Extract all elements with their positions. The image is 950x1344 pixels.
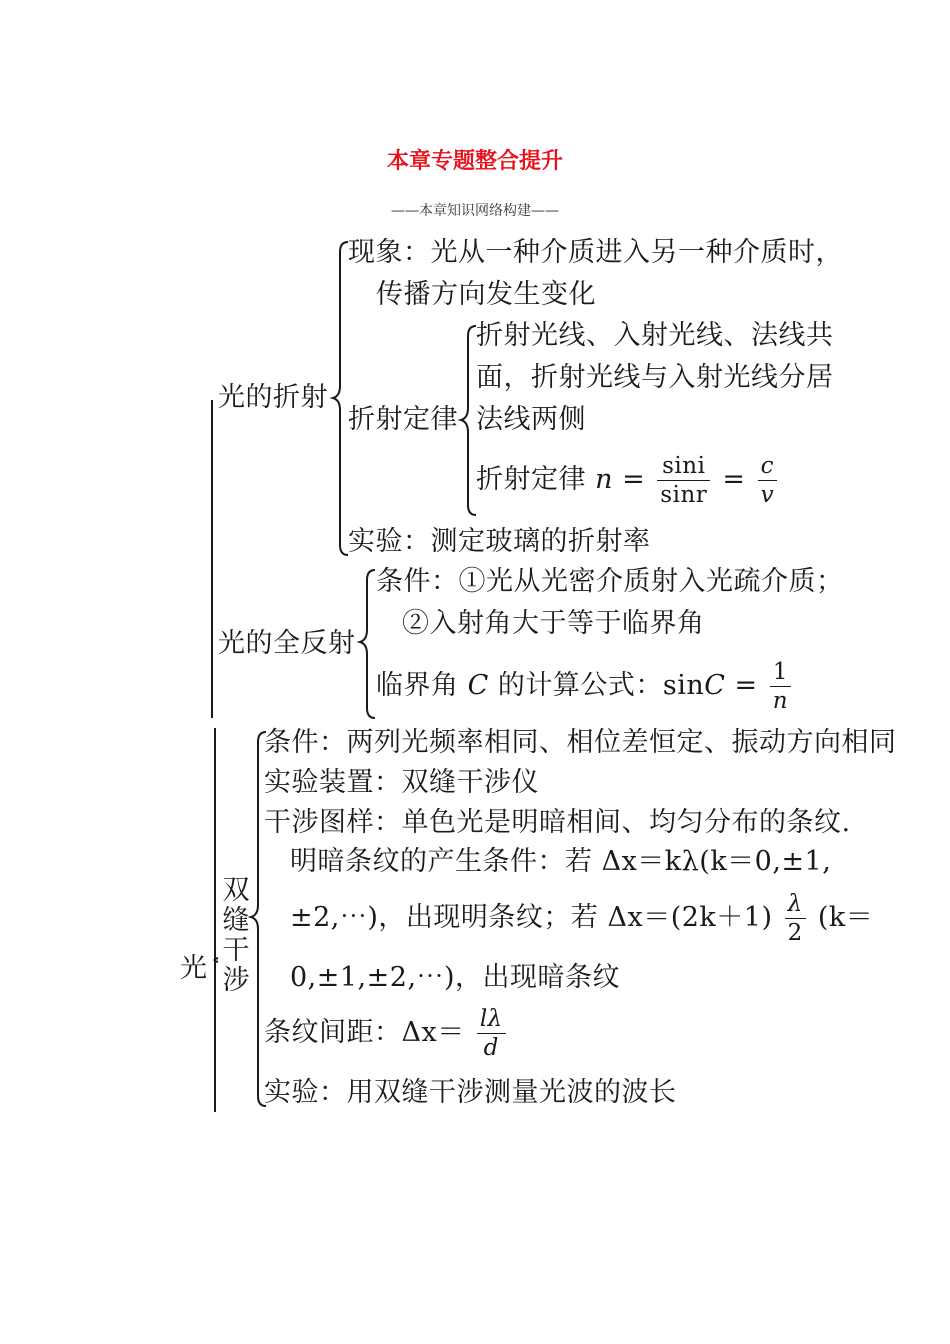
lambda-half-den: 2 [787, 920, 803, 946]
interference-condition: 条件：两列光频率相同、相位差恒定、振动方向相同 [264, 727, 897, 758]
brace-refraction [333, 242, 348, 555]
law-formula-eq1: = [622, 464, 646, 495]
interference-apparatus: 实验装置：双缝干涉仪 [264, 767, 539, 798]
critical-prefix: 临界角 [376, 670, 459, 701]
section-subtitle: ——本章知识网络构建—— [391, 203, 559, 219]
law-fraction-sin [657, 452, 710, 509]
law-formula-prefix: 折射定律 [476, 464, 586, 495]
interference-label-char: 双 [222, 875, 250, 906]
total-reflection-label: 光的全反射 [218, 628, 356, 659]
refraction-phenomenon-line1: 现象：光从一种介质进入另一种介质时， [348, 237, 843, 268]
refraction-law-formula [476, 450, 780, 510]
interference-experiment: 实验：用双缝干涉测量光波的波长 [264, 1077, 677, 1108]
critical-fraction [770, 658, 791, 715]
interference-bright-dark-line2 [290, 888, 873, 948]
page-title: 本章专题整合提升 [386, 149, 563, 174]
interference-label-char: 缝 [222, 905, 250, 936]
law-formula-eq2: = [722, 464, 746, 495]
refraction-law-line1: 折射光线、入射光线、法线共 [476, 320, 834, 351]
law-fraction-sin-num: sini [657, 452, 710, 481]
refraction-phenomenon-line2: 传播方向发生变化 [376, 279, 596, 310]
law-fraction-cv-num: c [758, 452, 778, 481]
refraction-law-line3: 法线两侧 [476, 404, 586, 435]
critical-C: C [467, 670, 489, 701]
bright-dark-line2-pre: ±2,⋯)，出现明条纹；若 Δx＝(2k＋1) [290, 902, 773, 933]
refraction-law-label: 折射定律 [348, 404, 458, 435]
critical-eq: = [734, 670, 758, 701]
critical-fraction-num: 1 [770, 658, 791, 687]
interference-bright-dark-line1: 明暗条纹的产生条件：若 Δx＝kλ(k＝0,±1, [290, 846, 832, 877]
lambda-half-num: λ [785, 890, 806, 919]
root-label: 光 [180, 953, 208, 984]
critical-angle-formula [376, 656, 794, 716]
interference-pattern: 干涉图样：单色光是明暗相间、均匀分布的条纹. [264, 807, 851, 838]
bright-dark-line2-post: (k＝ [817, 902, 874, 933]
critical-fraction-den: n [772, 688, 789, 714]
brace-root [215, 958, 219, 962]
refraction-law-line2: 面，折射光线与入射光线分居 [476, 362, 834, 393]
law-formula-n: n [595, 464, 613, 495]
lambda-half-fraction [785, 890, 806, 947]
spacing-fraction [477, 1005, 506, 1062]
interference-bright-dark-line3: 0,±1,±2,⋯)，出现暗条纹 [290, 962, 621, 993]
interference-label-char: 涉 [222, 965, 250, 996]
interference-label [221, 876, 251, 996]
spacing-fraction-num: lλ [477, 1005, 506, 1034]
spacing-fraction-den: d [483, 1035, 499, 1061]
law-fraction-cv [758, 452, 778, 509]
interference-label-char: 干 [222, 935, 250, 966]
fringe-spacing-formula [264, 1003, 509, 1063]
refraction-experiment: 实验：测定玻璃的折射率 [348, 526, 651, 557]
critical-mid: 的计算公式：sin [497, 670, 705, 701]
law-fraction-cv-den: v [760, 482, 775, 508]
brace-law [461, 326, 476, 515]
refraction-label: 光的折射 [218, 382, 328, 413]
brace-total-reflection [360, 570, 375, 718]
spacing-prefix: 条纹间距：Δx＝ [264, 1017, 465, 1048]
critical-C2: C [704, 670, 726, 701]
total-reflection-condition-line1: 条件：①光从光密介质射入光疏介质； [376, 566, 844, 597]
total-reflection-condition-line2: ②入射角大于等于临界角 [402, 608, 705, 639]
law-fraction-sin-den: sinr [660, 482, 708, 508]
